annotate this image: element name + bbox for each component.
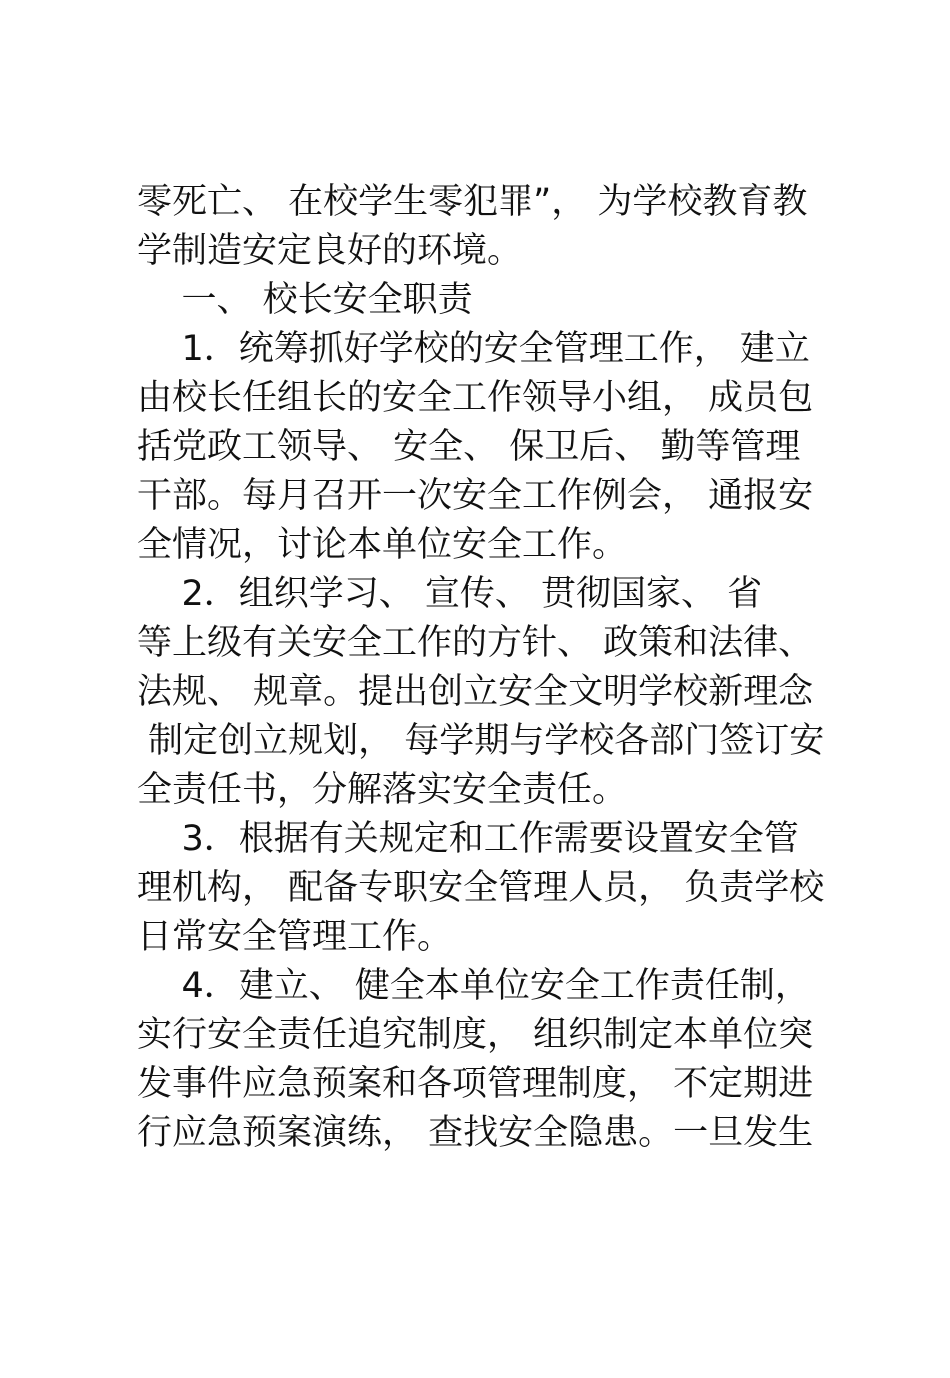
text-line: 学制造安定良好的环境。	[137, 231, 523, 271]
text-line: 全情况，讨论本单位安全工作。	[137, 525, 628, 565]
section-heading: 一、 校长安全职责	[137, 280, 473, 320]
text-line: 2．组织学习、 宣传、 贯彻国家、 省	[137, 574, 763, 614]
text-line: 法规、 规章。提出创立安全文明学校新理念	[137, 672, 814, 712]
text-line: 括党政工领导、 安全、 保卫后、 勤等管理	[137, 427, 801, 467]
text-line: 由校长任组长的安全工作领导小组， 成员包	[137, 378, 814, 418]
text-line: 4．建立、 健全本单位安全工作责任制，	[137, 966, 810, 1006]
text-line: 3．根据有关规定和工作需要设置安全管	[137, 819, 799, 859]
text-line: 日常安全管理工作。	[137, 917, 453, 957]
text-line: 等上级有关安全工作的方针、 政策和法律、	[137, 623, 814, 663]
text-line: 制定创立规划， 每学期与学校各部门签订安	[137, 721, 825, 761]
text-line: 零死亡、 在校学生零犯罪”， 为学校教育教	[137, 182, 808, 222]
text-line: 全责任书，分解落实安全责任。	[137, 770, 628, 810]
text-line: 1．统筹抓好学校的安全管理工作， 建立	[137, 329, 810, 369]
text-line: 行应急预案演练， 查找安全隐患。一旦发生	[137, 1113, 814, 1153]
text-line: 发事件应急预案和各项管理制度， 不定期进	[137, 1064, 814, 1104]
text-line: 理机构， 配备专职安全管理人员， 负责学校	[137, 868, 825, 908]
document-body	[137, 178, 825, 1158]
text-line: 干部。每月召开一次安全工作例会， 通报安	[137, 476, 814, 516]
text-line: 实行安全责任追究制度， 组织制定本单位突	[137, 1015, 814, 1055]
